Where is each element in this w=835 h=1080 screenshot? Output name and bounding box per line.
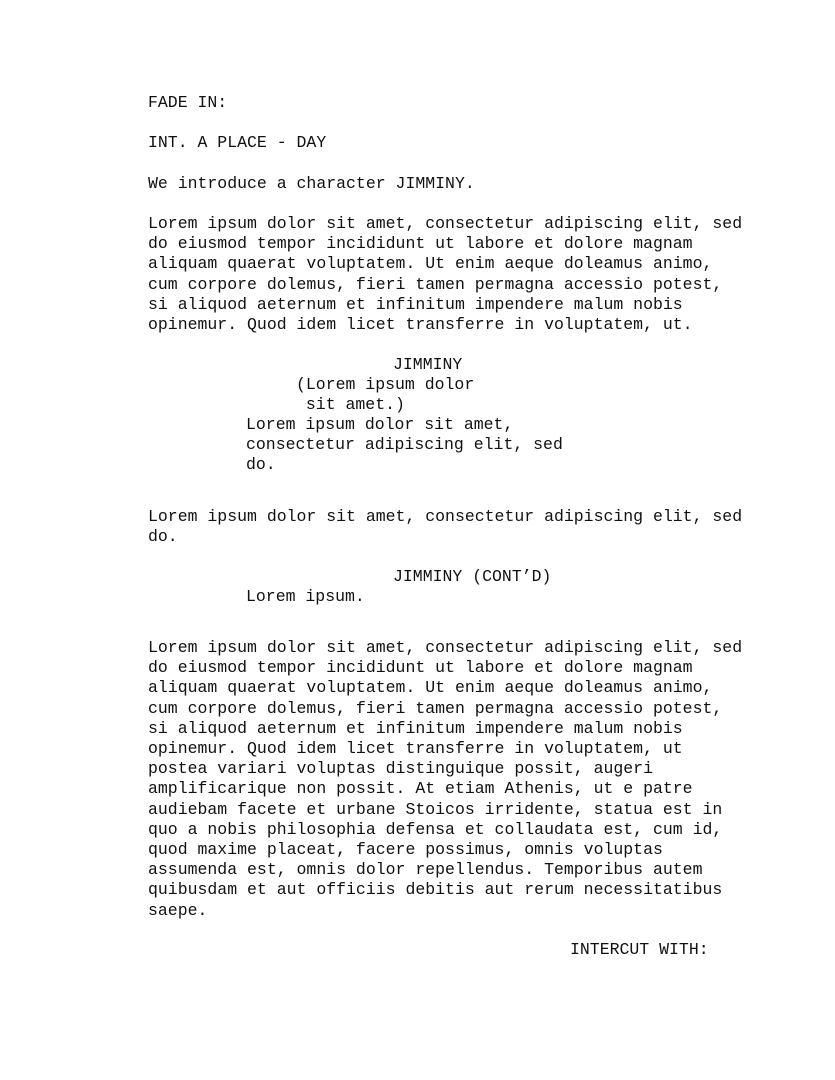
- action-line: Lorem ipsum dolor sit amet, consectetur adipiscing elit, sed: [148, 638, 743, 657]
- action-line: opinemur. Quod idem licet transferre in voluptatem, ut: [148, 739, 683, 759]
- action-line: amplificarique non possit. At etiam Athenis, ut e patre: [148, 779, 693, 799]
- action-line: quo a nobis philosophia defensa et collaudata est, cum id,: [148, 819, 723, 839]
- parenthetical-line: (Lorem ipsum dolor: [296, 375, 475, 394]
- action-line: do.: [148, 527, 178, 547]
- action-line: Lorem ipsum dolor sit amet, consectetur adipiscing elit, sed: [148, 214, 743, 233]
- action-line: aliquam quaerat voluptatem. Ut enim aeque doleamus animo,: [148, 678, 713, 698]
- character-name-1: JIMMINY: [393, 355, 463, 374]
- scene-heading: INT. A PLACE - DAY: [148, 133, 327, 152]
- action-paragraph-3: [148, 638, 748, 921]
- action-line: cum corpore dolemus, fieri tamen permagna accessio potest,: [148, 274, 723, 294]
- transition-intercut: INTERCUT WITH:: [570, 940, 709, 959]
- action-intro: We introduce a character JIMMINY.: [148, 174, 475, 193]
- dialogue-line: consectetur adipiscing elit, sed: [246, 435, 563, 455]
- action-line: audiebam facete et urbane Stoicos irridente, statua est in: [148, 799, 723, 819]
- action-line: quibusdam et aut officiis debitis aut rerum necessitatibus: [148, 880, 723, 900]
- action-line: postea variari voluptas distinguique possit, augeri: [148, 759, 653, 779]
- action-paragraph-2: [148, 507, 748, 547]
- action-line: do eiusmod tempor incididunt ut labore et dolore magnam: [148, 658, 693, 678]
- parenthetical-line: sit amet.): [296, 395, 405, 415]
- action-line: do eiusmod tempor incididunt ut labore et dolore magnam: [148, 234, 693, 254]
- dialogue-line: Lorem ipsum.: [246, 587, 365, 606]
- character-name-2: JIMMINY (CONT’D): [393, 567, 552, 586]
- action-line: quod maxime placeat, facere possimus, omnis voluptas: [148, 840, 663, 860]
- parenthetical-1: [296, 375, 516, 415]
- dialogue-1: [246, 415, 576, 476]
- transition-fade-in: FADE IN:: [148, 93, 228, 112]
- action-line: saepe.: [148, 900, 208, 920]
- action-line: si aliquod aeternum et infinitum impendere malum nobis: [148, 294, 683, 314]
- action-line: cum corpore dolemus, fieri tamen permagna accessio potest,: [148, 698, 723, 718]
- action-line: aliquam quaerat voluptatem. Ut enim aeque doleamus animo,: [148, 254, 713, 274]
- action-line: assumenda est, omnis dolor repellendus. Temporibus autem: [148, 860, 703, 880]
- action-line: si aliquod aeternum et infinitum impendere malum nobis: [148, 718, 683, 738]
- action-line: Lorem ipsum dolor sit amet, consectetur adipiscing elit, sed: [148, 507, 743, 526]
- dialogue-2: [246, 587, 576, 607]
- action-line: opinemur. Quod idem licet transferre in voluptatem, ut.: [148, 315, 693, 335]
- action-paragraph-1: [148, 214, 748, 335]
- dialogue-line: do.: [246, 455, 276, 475]
- dialogue-line: Lorem ipsum dolor sit amet,: [246, 415, 514, 434]
